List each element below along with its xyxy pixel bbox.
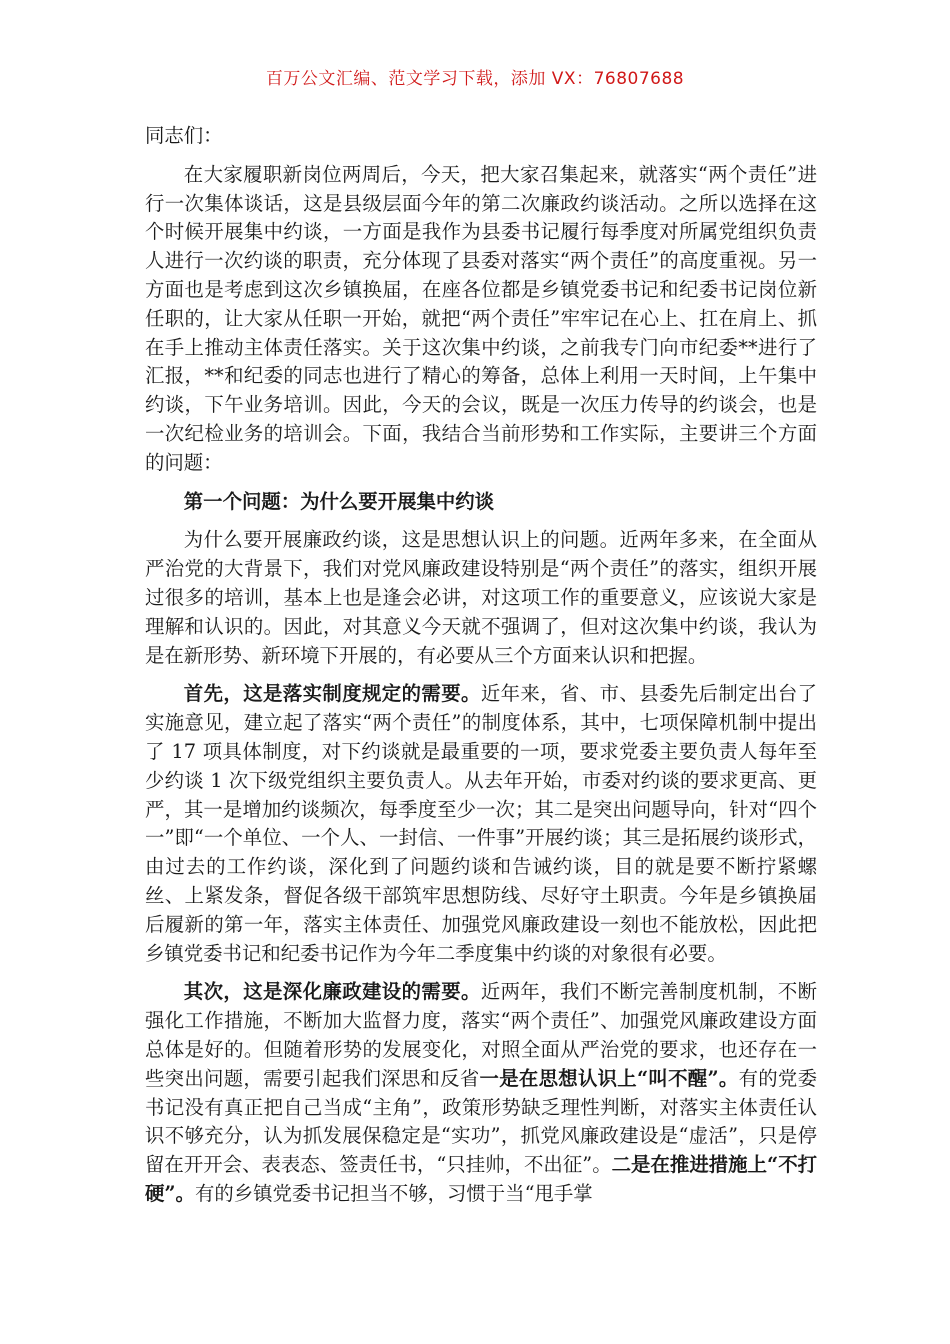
point-one-heading: 一是在思想认识上“叫不醒”。 [479, 1066, 739, 1090]
document-body [145, 122, 817, 1219]
salutation: 同志们： [145, 124, 223, 147]
paragraph-intro: 在大家履职新岗位两周后，今天，把大家召集起来，就落实“两个责任”进行一次集体谈话，这是县级层面今年的第二次廉政约谈活动。之所以选择在这个时候开展集中约谈，一方面是我作为县委书记履行每季度对所属党组织负责人进行一次约谈的职责，充分体现了县委对落实“两个责任”的高度重视。另一方面也是考虑到这次乡镇换届，在座各位都是乡镇党委书记和纪委书记岗位新任职的，让大家从任职一开始，就把“两个责任”牢牢记在心上、扛在肩上、抓在手上推动主体责任落实。关于这次集中约谈，之前我专门向市纪委**进行了汇报，**和纪委的同志也进行了精心的筹备，总体上利用一天时间，上午集中约谈，下午业务培训。因此，今天的会议，既是一次压力传导的约谈会，也是一次纪检业务的培训会。下面，我结合当前形势和工作实际，主要讲三个方面的问题： [145, 162, 817, 474]
paragraph-second-body: 近两年，我们不断完善制度机制，不断强化工作措施，不断加大监督力度，落实“两个责任”、加强党风廉政建设方面总体是好的。但随着形势的发展变化，对照全面从严治党的要求，也还存在一些突出问题，需要引起我们深思和反省 [145, 980, 818, 1090]
paragraph-first-lead: 首先，这是落实制度规定的需要。 [183, 682, 481, 706]
paragraph-why: 为什么要开展廉政约谈，这是思想认识上的问题。近两年多来，在全面从严治党的大背景下，我们对党风廉政建设特别是“两个责任”的落实，组织开展过很多的培训，基本上也是逢会必讲，对这项工作的重要意义，应该说大家是理解和认识的。因此，对其意义今天就不强调了，但对这次集中约谈，我认为是在新形势、新环境下开展的，有必要从三个方面来认识和把握。 [145, 528, 817, 667]
paragraph-second-lead: 其次，这是深化廉政建设的需要。 [183, 980, 481, 1004]
point-two-heading: 二是在推进措施上“不打硬”。 [145, 1153, 818, 1205]
paragraph-second [145, 978, 817, 1208]
paragraph-first-body: 近年来，省、市、县委先后制定出台了实施意见，建立起了落实“两个责任”的制度体系，其中，七项保障机制中提出了 17 项具体制度，对下约谈就是最重要的一项，要求党委主要负责人每年至少约谈 1 次下级党组织主要负责人。从去年开始，市委对约谈的要求更高、更严，其一是增加约谈频次，每季度至少一次；其二是突出问题导向，针对“四个一”即“一个单位、一个人、一封信、一件事”开展约谈；其三是拓展约谈形式，由过去的工作约谈，深化到了问题约谈和告诫约谈，目的就是要不断拧紧螺丝、上紧发条，督促各级干部筑牢思想防线、尽好守土职责。今年是乡镇换届后履新的第一年，落实主体责任、加强党风廉政建设一刻也不能放松，因此把乡镇党委书记和纪委书记作为今年二季度集中约谈的对象很有必要。 [145, 682, 818, 965]
section-heading-1: 第一个问题：为什么要开展集中约谈 [183, 489, 495, 513]
point-two-body: 有的乡镇党委书记担当不够，习惯于当“甩手掌 [194, 1181, 593, 1205]
header-banner: 百万公文汇编、范文学习下载，添加 VX：76807688 [265, 69, 685, 89]
point-one-body: 有的党委书记没有真正把自己当成“主角”，政策形势缺乏理性判断，对落实主体责任认识不够充分，认为抓发展保稳定是“实功”，抓党风廉政建设是“虚活”，只是停留在开开会、表表态、签责任书，“只挂帅，不出征”。 [145, 1066, 818, 1177]
paragraph-first [145, 680, 817, 968]
